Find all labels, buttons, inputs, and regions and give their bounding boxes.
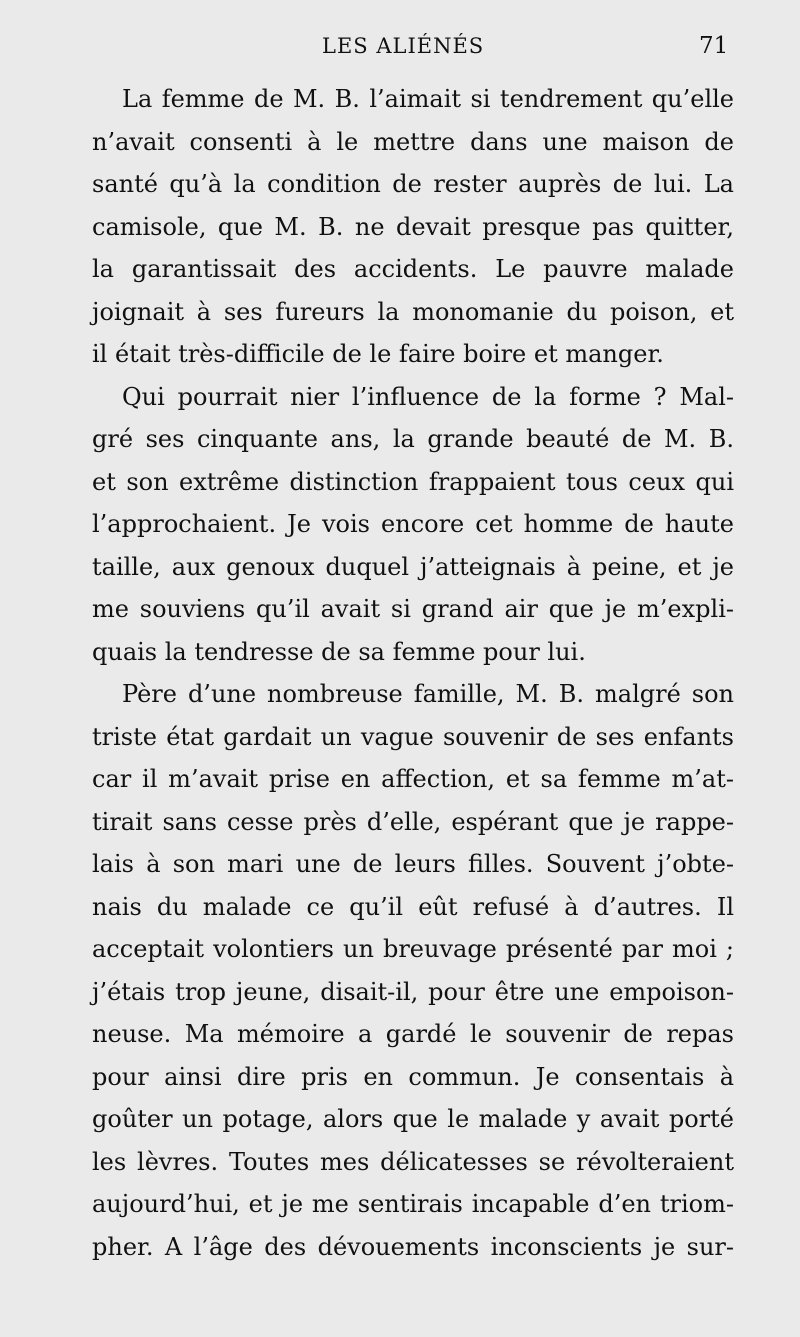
text-line: La femme de M. B. l’aimait si tendrement qu’elle (122, 85, 734, 113)
page-header (0, 30, 800, 66)
text-line: pour ainsi dire pris en commun. Je consentais à (92, 1062, 734, 1091)
text-line: acceptait volontiers un breuvage présenté par moi ; (92, 935, 734, 963)
text-line: gré ses cinquante ans, la grande beauté de M. B. (92, 425, 734, 453)
text-line: n’avait consenti à le mettre dans une maison de (92, 127, 734, 156)
text-line: tirait sans cesse près d’elle, espérant que je rappe- (92, 807, 734, 836)
text-line: la garantissait des accidents. Le pauvre malade (92, 255, 734, 283)
text-line: car il m’avait prise en affection, et sa femme m’at- (92, 765, 734, 793)
text-line: me souviens qu’il avait si grand air que je m’expli- (92, 595, 734, 623)
text-line: goûter un potage, alors que le malade y avait porté (92, 1105, 734, 1133)
text-line: Qui pourrait nier l’influence de la forme ? Mal- (122, 382, 734, 411)
text-line: les lèvres. Toutes mes délicatesses se révolteraient (92, 1147, 734, 1176)
text-line: et son extrême distinction frappaient tous ceux qui (92, 467, 734, 496)
page-number: 71 (699, 33, 729, 59)
text-line: taille, aux genoux duquel j’atteignais à peine, et je (92, 552, 734, 581)
text-line: neuse. Ma mémoire a gardé le souvenir de repas (92, 1020, 734, 1048)
text-line: il était très-difficile de le faire boire et manger. (92, 340, 664, 368)
text-line: quais la tendresse de sa femme pour lui. (92, 637, 586, 666)
text-line: nais du malade ce qu’il eût refusé à d’autres. Il (92, 892, 734, 921)
text-line: pher. A l’âge des dévouements inconscients je sur- (92, 1232, 734, 1261)
text-line: Père d’une nombreuse famille, M. B. malgré son (122, 680, 734, 708)
text-line: l’approchaient. Je vois encore cet homme de haute (92, 510, 734, 538)
body-text (92, 78, 734, 1268)
text-line: santé qu’à la condition de rester auprès de lui. La (92, 170, 734, 198)
text-line: triste état gardait un vague souvenir de ses enfants (92, 722, 734, 751)
text-line: joignait à ses fureurs la monomanie du poison, et (92, 297, 734, 326)
text-line: camisole, que M. B. ne devait presque pas quitter, (92, 212, 734, 241)
text-line: aujourd’hui, et je me sentirais incapable d’en triom- (92, 1190, 734, 1218)
text-line: j’étais trop jeune, disait-il, pour être une empoison- (92, 977, 734, 1006)
running-head: LES ALIÉNÉS (322, 34, 485, 58)
text-line: lais à son mari une de leurs filles. Souvent j’obte- (92, 850, 734, 878)
